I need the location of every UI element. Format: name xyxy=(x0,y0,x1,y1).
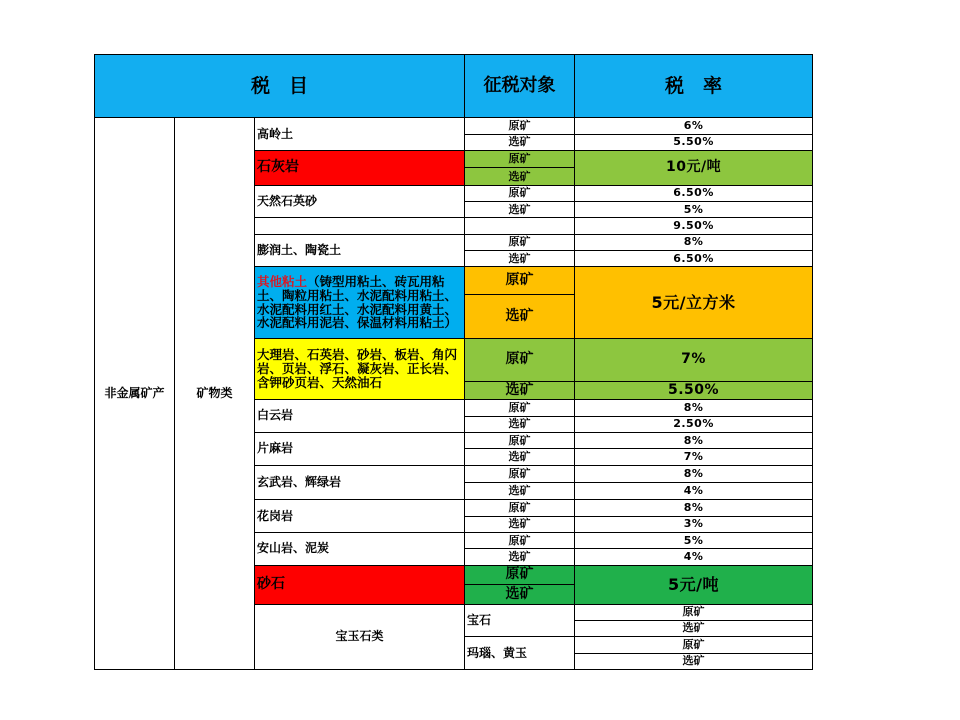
rate-value: 7% xyxy=(575,338,813,381)
header-tax-rate: 税 率 xyxy=(575,55,813,118)
object-processed: 选矿 xyxy=(465,516,575,532)
object-processed: 选矿 xyxy=(465,449,575,465)
header-tax-object: 征税对象 xyxy=(465,55,575,118)
item-name-detail: （铸型用粘土、砖瓦用粘土、陶粒用粘土、水泥配料用粘土、水泥配料用红土、水泥配料用黄土、水泥配料用泥岩、保温材料用粘土） xyxy=(257,274,458,331)
item-name-other-clay xyxy=(255,267,465,339)
table-row xyxy=(95,118,813,134)
item-name-marble-group: 大理岩、石英岩、砂岩、板岩、角闪岩、页岩、浮石、凝灰岩、正长岩、含钾砂页岩、天然油石 xyxy=(255,338,465,399)
header-tax-item: 税 目 xyxy=(95,55,465,118)
item-name-gravel: 砂石 xyxy=(255,565,465,604)
object-processed: 选矿 xyxy=(465,295,575,339)
rate-value: 6% xyxy=(575,118,813,134)
object-raw: 原矿 xyxy=(465,400,575,416)
object-raw: 原矿 xyxy=(465,533,575,549)
rate-value: 8% xyxy=(575,465,813,482)
object-raw: 原矿 xyxy=(465,465,575,482)
object-processed: 选矿 xyxy=(465,381,575,399)
rate-value: 8% xyxy=(575,432,813,448)
rate-value: 5% xyxy=(575,202,813,218)
rate-value: 5元/立方米 xyxy=(575,267,813,339)
item-name-granite: 花岗岩 xyxy=(255,500,465,533)
rate-value: 3% xyxy=(575,516,813,532)
object-blank xyxy=(465,218,575,234)
object-processed: 选矿 xyxy=(465,416,575,432)
object-raw: 原矿 xyxy=(465,500,575,516)
item-name-highlight: 其他粘土 xyxy=(257,274,308,290)
rate-value: 8% xyxy=(575,500,813,516)
object-raw: 原矿 xyxy=(465,151,575,168)
rate-value: 7% xyxy=(575,449,813,465)
rate-value: 5.50% xyxy=(575,134,813,150)
item-name-gem: 宝石 xyxy=(465,604,575,637)
object-processed: 选矿 xyxy=(465,168,575,185)
object-processed: 选矿 xyxy=(575,620,813,636)
rate-value: 9.50% xyxy=(575,218,813,234)
object-raw: 原矿 xyxy=(465,234,575,250)
rate-value: 8% xyxy=(575,400,813,416)
item-name-agate: 玛瑙、黄玉 xyxy=(465,637,575,670)
object-raw: 原矿 xyxy=(575,637,813,653)
rate-value: 5元/吨 xyxy=(575,565,813,604)
item-name-bentonite: 膨润土、陶瓷土 xyxy=(255,234,465,267)
rate-value: 2.50% xyxy=(575,416,813,432)
object-processed: 选矿 xyxy=(465,202,575,218)
item-name-andesite: 安山岩、泥炭 xyxy=(255,533,465,566)
item-name-kaolin: 高岭土 xyxy=(255,118,465,151)
object-raw: 原矿 xyxy=(465,185,575,201)
rate-value: 4% xyxy=(575,482,813,499)
group-cell-minerals: 矿物类 xyxy=(175,118,255,670)
object-raw: 原矿 xyxy=(465,338,575,381)
item-name-gneiss: 片麻岩 xyxy=(255,432,465,465)
item-name-blank xyxy=(255,218,465,234)
rate-value: 5.50% xyxy=(575,381,813,399)
object-raw: 原矿 xyxy=(575,604,813,620)
rate-value: 6.50% xyxy=(575,185,813,201)
item-name-basalt: 玄武岩、辉绿岩 xyxy=(255,465,465,500)
rate-value: 10元/吨 xyxy=(575,151,813,186)
object-raw: 原矿 xyxy=(465,118,575,134)
group-cell-gems: 宝玉石类 xyxy=(255,604,465,669)
item-name-quartz-sand: 天然石英砂 xyxy=(255,185,465,218)
category-cell: 非金属矿产 xyxy=(95,118,175,670)
object-processed: 选矿 xyxy=(575,653,813,669)
rate-value: 8% xyxy=(575,234,813,250)
tax-rate-table xyxy=(94,54,813,670)
object-processed: 选矿 xyxy=(465,549,575,565)
table-header-row xyxy=(95,55,813,118)
object-processed: 选矿 xyxy=(465,134,575,150)
object-processed: 选矿 xyxy=(465,251,575,267)
object-raw: 原矿 xyxy=(465,432,575,448)
rate-value: 5% xyxy=(575,533,813,549)
rate-value: 4% xyxy=(575,549,813,565)
object-raw: 原矿 xyxy=(465,267,575,295)
object-processed: 选矿 xyxy=(465,482,575,499)
rate-value: 6.50% xyxy=(575,251,813,267)
item-name-dolomite: 白云岩 xyxy=(255,400,465,433)
object-processed: 选矿 xyxy=(465,585,575,604)
object-raw: 原矿 xyxy=(465,565,575,584)
item-name-limestone: 石灰岩 xyxy=(255,151,465,186)
